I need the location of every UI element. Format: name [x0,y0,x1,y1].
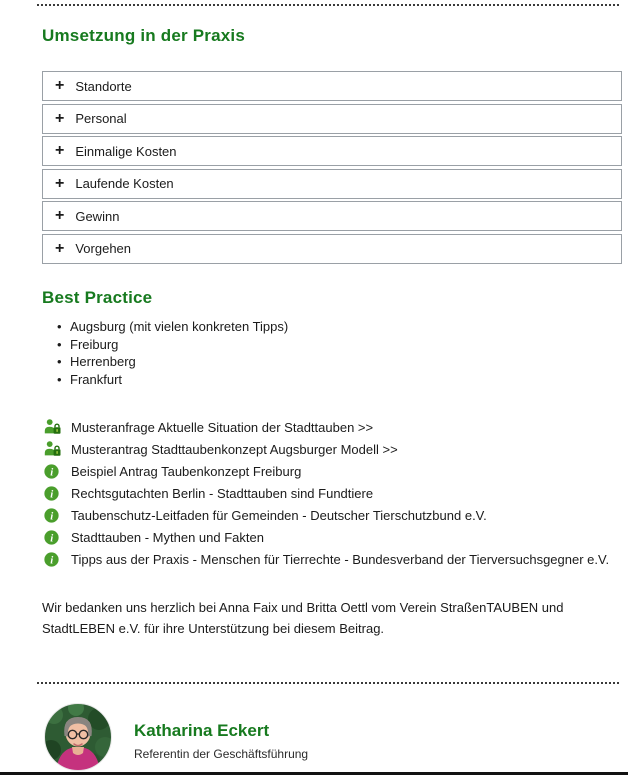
resource-link-tipps-praxis[interactable] [44,548,619,570]
plus-icon: + [55,239,65,257]
author-card [44,703,308,771]
accordion-label: Personal [75,111,127,126]
accordion-item-gewinn[interactable] [42,201,622,231]
accordion [42,71,622,266]
svg-text:i: i [50,531,54,544]
svg-text:i: i [50,509,54,522]
user-lock-icon [44,419,62,435]
info-icon [44,530,62,545]
best-practice-item-frankfurt: • Frankfurt [70,371,288,389]
plus-icon: + [55,174,65,192]
avatar [44,703,112,771]
thanks-paragraph: Wir bedanken uns herzlich bei Anna Faix und Britta Oettl vom Verein StraßenTAUBEN und StadtLEBEN e.V. für ihre Unterstützung bei diesem Beitrag. [42,600,564,636]
resource-link-mythen-fakten[interactable] [44,526,619,548]
resource-label: Tipps aus der Praxis - Menschen für Tierrechte - Bundesverband der Tierversuchsgegner e.V. [71,551,610,567]
accordion-label: Laufende Kosten [75,176,174,191]
accordion-item-laufende-kosten[interactable] [42,169,622,199]
accordion-item-einmalige-kosten[interactable] [42,136,622,166]
accordion-item-personal[interactable] [42,104,622,134]
plus-icon: + [55,142,65,159]
author-text [134,703,308,761]
resource-label: Musteranfrage Aktuelle Situation der Stadttauben >> [71,419,374,435]
plus-icon: + [55,207,65,224]
resource-label: Taubenschutz-Leitfaden für Gemeinden - Deutscher Tierschutzbund e.V. [71,507,487,523]
resource-label: Beispiel Antrag Taubenkonzept Freiburg [71,463,302,479]
section-title-umsetzung: Umsetzung in der Praxis [42,26,245,45]
svg-text:i: i [50,465,54,478]
info-icon [44,508,62,523]
resource-link-beispiel-antrag[interactable] [44,460,619,482]
best-practice-item-freiburg: • Freiburg [70,336,288,354]
accordion-label: Vorgehen [75,241,132,256]
info-icon [44,552,62,567]
svg-text:i: i [50,487,54,500]
resource-link-list [44,416,619,570]
author-role: Referentin der Geschäftsführung [134,747,309,761]
info-icon [44,464,62,479]
accordion-label: Gewinn [75,208,120,224]
user-lock-icon [44,441,62,457]
resource-link-rechtsgutachten[interactable] [44,482,619,504]
accordion-label: Einmalige Kosten [75,143,177,159]
accordion-label: Standorte [75,78,132,94]
accordion-item-vorgehen[interactable] [42,234,622,264]
svg-text:i: i [50,553,54,566]
resource-label: Musterantrag Stadttaubenkonzept Augsburger Modell >> [71,441,398,457]
accordion-item-standorte[interactable] [42,71,622,101]
resource-label: Rechtsgutachten Berlin - Stadttauben sind Fundtiere [71,485,374,501]
plus-icon: + [55,77,65,94]
resource-label: Stadttauben - Mythen und Fakten [71,529,264,545]
best-practice-item-herrenberg: • Herrenberg [70,353,288,371]
section-title-best-practice: Best Practice [42,288,153,307]
info-icon [44,486,62,501]
bottom-dotted-divider [37,682,621,684]
top-dotted-divider [37,4,621,6]
best-practice-list [70,318,288,388]
best-practice-item-augsburg: • Augsburg (mit vielen konkreten Tipps) [70,318,288,336]
resource-link-musterantrag[interactable] [44,438,619,460]
plus-icon: + [55,109,65,127]
author-name: Katharina Eckert [134,721,270,740]
resource-link-leitfaden[interactable] [44,504,619,526]
resource-link-musteranfrage[interactable] [44,416,619,438]
